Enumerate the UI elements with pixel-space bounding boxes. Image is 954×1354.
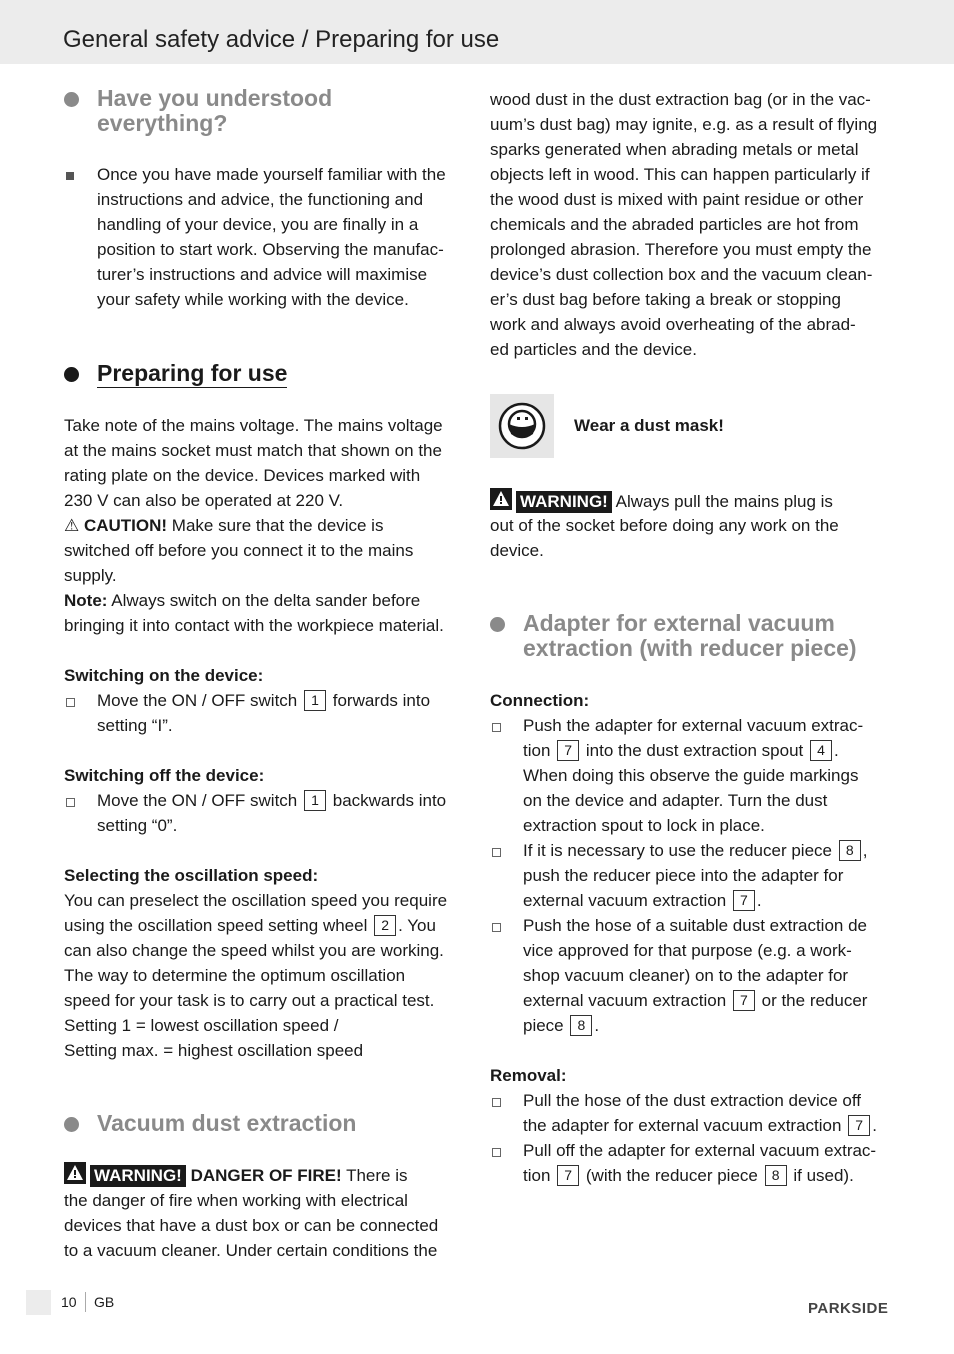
vacuum-cont-line: chemicals and the abraded particles are hot from xyxy=(490,215,859,234)
preparing-line: at the mains socket must match that shown on the xyxy=(64,441,442,460)
caution-text: Make sure that the device is xyxy=(167,516,384,535)
vacuum-cont-line: objects left in wood. This can happen particularly if xyxy=(490,165,870,184)
preparing-line: Take note of the mains voltage. The mains voltage xyxy=(64,416,443,435)
vacuum-cont-line: wood dust in the dust extraction bag (or in the vac- xyxy=(490,90,871,109)
dust-mask-text: Wear a dust mask! xyxy=(574,416,724,435)
removal-line: Pull off the adapter for external vacuum extrac- xyxy=(523,1141,877,1160)
part-number-box: 1 xyxy=(304,690,326,711)
vacuum-heading: Vacuum dust extraction xyxy=(97,1110,357,1136)
part-number-box: 8 xyxy=(765,1165,787,1186)
note-text: Always switch on the delta sander before xyxy=(107,591,421,610)
understood-heading-line2: everything? xyxy=(97,110,228,136)
preparing-line: rating plate on the device. Devices marked with xyxy=(64,466,421,485)
part-number-box: 4 xyxy=(810,740,832,761)
understood-line: handling of your device, you are finally in a xyxy=(97,215,419,234)
section-bullet-icon xyxy=(64,367,79,382)
vacuum-line: the danger of fire when working with electrical xyxy=(64,1191,408,1210)
vacuum-cont-line: device’s dust collection box and the vacuum clean- xyxy=(490,265,873,284)
plug-warning-line: WARNING! Always pull the mains plug is xyxy=(490,488,833,514)
adapter-heading-line1: Adapter for external vacuum xyxy=(523,610,835,636)
footer-box xyxy=(26,1290,51,1315)
removal-line: the adapter for external vacuum extraction 7 . xyxy=(523,1116,877,1135)
open-square-bullet-icon xyxy=(492,848,501,857)
removal-heading: Removal: xyxy=(490,1066,567,1085)
connection-line: tion 7 into the dust extraction spout 4 . xyxy=(523,741,839,760)
vacuum-cont-line: prolonged abrasion. Therefore you must empty the xyxy=(490,240,872,259)
vacuum-cont-line: uum’s dust bag) may ignite, e.g. as a result of flying xyxy=(490,115,878,134)
removal-line: Pull the hose of the dust extraction device off xyxy=(523,1091,862,1110)
adapter-heading-line2: extraction (with reducer piece) xyxy=(523,635,857,661)
vacuum-line: devices that have a dust box or can be connected xyxy=(64,1216,439,1235)
part-number-box: 8 xyxy=(570,1015,592,1036)
switch-on-heading: Switching on the device: xyxy=(64,666,264,685)
understood-line: instructions and advice, the functioning and xyxy=(97,190,424,209)
warning-label: WARNING! xyxy=(516,491,612,513)
open-square-bullet-icon xyxy=(66,698,75,707)
caution-line xyxy=(64,513,383,538)
connection-line: If it is necessary to use the reducer piece 8 , xyxy=(523,841,868,860)
open-square-bullet-icon xyxy=(492,923,501,932)
note-line: bringing it into contact with the workpiece material. xyxy=(64,616,444,635)
language-code: GB xyxy=(94,1294,115,1310)
switch-off-line: Move the ON / OFF switch 1 backwards into xyxy=(97,791,447,810)
open-square-bullet-icon xyxy=(492,1098,501,1107)
removal-line: tion 7 (with the reducer piece 8 if used). xyxy=(523,1166,854,1185)
speed-line: You can preselect the oscillation speed you require xyxy=(64,891,448,910)
open-square-bullet-icon xyxy=(492,723,501,732)
preparing-heading: Preparing for use xyxy=(97,360,288,386)
switch-on-line: Move the ON / OFF switch 1 forwards into xyxy=(97,691,431,710)
vacuum-cont-line: sparks generated when abrading metals or metal xyxy=(490,140,859,159)
speed-heading: Selecting the oscillation speed: xyxy=(64,866,319,885)
caution-line: supply. xyxy=(64,566,117,585)
understood-line: turer’s instructions and advice will maximise xyxy=(97,265,428,284)
part-number-box: 7 xyxy=(557,740,579,761)
dust-mask-icon xyxy=(490,394,554,458)
connection-line: on the device and adapter. Turn the dust xyxy=(523,791,828,810)
part-number-box: 7 xyxy=(733,990,755,1011)
vacuum-cont-line: er’s dust bag before taking a break or stopping xyxy=(490,290,841,309)
understood-line: position to start work. Observing the manufac- xyxy=(97,240,444,259)
connection-line: external vacuum extraction 7 or the reducer xyxy=(523,991,868,1010)
speed-line: can also change the speed whilst you are working. xyxy=(64,941,444,960)
connection-line: external vacuum extraction 7 . xyxy=(523,891,762,910)
speed-line: using the oscillation speed setting wheel 2 . You xyxy=(64,916,436,935)
section-bullet-icon xyxy=(64,1117,79,1132)
connection-line: Push the hose of a suitable dust extraction de xyxy=(523,916,868,935)
plug-warning-line: out of the socket before doing any work on the xyxy=(490,516,839,535)
part-number-box: 1 xyxy=(304,790,326,811)
preparing-line: 230 V can also be operated at 220 V. xyxy=(64,491,344,510)
danger-label: DANGER OF FIRE! xyxy=(190,1166,342,1185)
understood-line: your safety while working with the device. xyxy=(97,290,409,309)
section-bullet-icon xyxy=(64,92,79,107)
warning-triangle-icon xyxy=(490,488,512,510)
speed-line: Setting max. = highest oscillation speed xyxy=(64,1041,364,1060)
connection-line: extraction spout to lock in place. xyxy=(523,816,765,835)
warning-label: WARNING! xyxy=(90,1165,186,1187)
fire-warning-line: WARNING! DANGER OF FIRE! There is xyxy=(64,1162,408,1188)
vacuum-cont-line: the wood dust is mixed with paint residue or other xyxy=(490,190,864,209)
page-title: General safety advice / Preparing for use xyxy=(63,26,500,53)
switch-off-line: setting “0”. xyxy=(97,816,178,835)
open-square-bullet-icon xyxy=(492,1148,501,1157)
vacuum-line: to a vacuum cleaner. Under certain conditions the xyxy=(64,1241,438,1260)
speed-line: Setting 1 = lowest oscillation speed / xyxy=(64,1016,339,1035)
understood-heading-line1: Have you understood xyxy=(97,85,333,111)
warning-triangle-icon xyxy=(64,1162,86,1184)
note-label: Note: xyxy=(64,591,108,610)
part-number-box: 7 xyxy=(557,1165,579,1186)
part-number-box: 7 xyxy=(848,1115,870,1136)
part-number-box: 7 xyxy=(733,890,755,911)
connection-line: vice approved for that purpose (e.g. a work- xyxy=(523,941,852,960)
connection-line: When doing this observe the guide markings xyxy=(523,766,859,785)
caution-line: switched off before you connect it to the mains xyxy=(64,541,414,560)
caution-label: ⚠ CAUTION! xyxy=(64,516,168,535)
part-number-box: 8 xyxy=(839,840,861,861)
connection-line: shop vacuum cleaner) on to the adapter for xyxy=(523,966,849,985)
connection-line: piece 8 . xyxy=(523,1016,600,1035)
footer-divider xyxy=(85,1292,86,1312)
note-line xyxy=(64,588,420,613)
speed-line: speed for your task is to carry out a practical test. xyxy=(64,991,435,1010)
vacuum-cont-line: work and always avoid overheating of the abrad- xyxy=(490,315,856,334)
vacuum-cont-line: ed particles and the device. xyxy=(490,340,697,359)
section-bullet-icon xyxy=(490,617,505,632)
switch-on-line: setting “I”. xyxy=(97,716,173,735)
connection-line: Push the adapter for external vacuum extrac- xyxy=(523,716,864,735)
connection-heading: Connection: xyxy=(490,691,590,710)
open-square-bullet-icon xyxy=(66,798,75,807)
understood-line: Once you have made yourself familiar with the xyxy=(97,165,446,184)
part-number-box: 2 xyxy=(374,915,396,936)
page-number: 10 xyxy=(61,1294,77,1310)
connection-line: push the reducer piece into the adapter for xyxy=(523,866,844,885)
brand-logo: PARKSIDE xyxy=(808,1300,889,1317)
switch-off-heading: Switching off the device: xyxy=(64,766,265,785)
plug-warning-line: device. xyxy=(490,541,544,560)
square-bullet-icon xyxy=(66,172,74,180)
speed-line: The way to determine the optimum oscillation xyxy=(64,966,406,985)
